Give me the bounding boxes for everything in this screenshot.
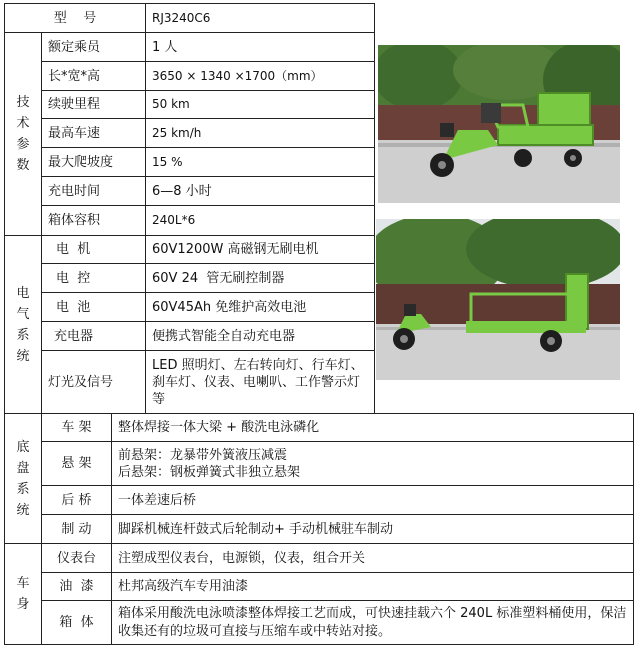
spec-value <box>112 442 633 485</box>
spec-label: 后 桥 <box>61 492 92 508</box>
spec-label: 仪表台 <box>56 550 96 566</box>
category-tech-params <box>5 33 41 235</box>
spec-value: 6—8 小时 <box>152 183 212 199</box>
spec-label: 制 动 <box>61 521 92 537</box>
spec-label: 油 漆 <box>59 579 94 594</box>
spec-value: 整体焊接一体大梁 + 酸洗电泳磷化 <box>118 420 320 435</box>
spec-value: 60V 24 管无刷控制器 <box>152 270 285 286</box>
spec-label: 充电时间 <box>48 183 101 199</box>
spec-label: 最大爬坡度 <box>48 154 114 170</box>
category-body <box>5 544 41 644</box>
category-label: 底盘系统 <box>16 439 30 518</box>
suspension-front: 前悬架：龙暴带外簧液压减震 <box>118 447 288 463</box>
grid-line <box>374 3 375 413</box>
vehicle-photo-2 <box>376 219 620 380</box>
spec-value: 杜邦高级汽车专用油漆 <box>118 579 249 594</box>
spec-value: 注塑成型仪表台，电源锁，仪表，组合开关 <box>118 550 366 566</box>
spec-value: 60V1200W 高磁钢无刷电机 <box>152 242 319 257</box>
spec-value: 15 % <box>152 154 183 169</box>
grid-line <box>633 413 634 645</box>
spec-label: 最高车速 <box>48 125 101 141</box>
spec-label: 续驶里程 <box>48 97 101 112</box>
model-label: 型 号 <box>53 10 97 26</box>
spec-value: 1 人 <box>152 39 178 55</box>
spec-label: 灯光及信号 <box>48 374 114 390</box>
spec-label: 电 控 <box>56 270 91 286</box>
category-label: 电气系统 <box>16 285 30 364</box>
spec-value: 便携式智能全自动充电器 <box>152 328 296 344</box>
spec-label: 充电器 <box>54 328 94 344</box>
suspension-rear: 后悬架：钢板弹簧式非独立悬架 <box>118 464 301 480</box>
spec-value: 60V45Ah 免维护高效电池 <box>152 299 307 315</box>
category-label: 车身 <box>16 576 30 612</box>
spec-label: 箱体容积 <box>48 213 101 228</box>
category-label: 技术参数 <box>16 95 30 173</box>
spec-value: LED 照明灯、左右转向灯、行车灯、刹车灯、仪表、电喇叭、工作警示灯等 <box>152 357 364 407</box>
spec-value: 一体差速后桥 <box>118 492 197 508</box>
spec-label: 电 机 <box>56 242 91 257</box>
spec-value: 25 km/h <box>152 125 202 140</box>
spec-label: 车 架 <box>61 420 92 435</box>
spec-value: 3650 × 1340 ×1700（mm） <box>152 68 323 83</box>
spec-label: 箱 体 <box>59 615 94 630</box>
spec-label: 额定乘员 <box>48 39 101 55</box>
spec-label: 长*宽*高 <box>48 68 101 84</box>
spec-value: 50 km <box>152 97 190 111</box>
spec-label: 电 池 <box>56 299 91 315</box>
spec-value: 240L*6 <box>152 213 196 227</box>
spec-value: 箱体采用酸洗电泳喷漆整体焊接工艺而成，可快速挂载六个 240L 标准塑料桶使用，保洁收集还有的垃圾可直接与压缩车或中转站对接。 <box>118 605 627 639</box>
vehicle-photo-1 <box>378 45 620 203</box>
category-electrical <box>5 236 41 413</box>
category-chassis <box>5 414 41 543</box>
model-value: RJ3240C6 <box>152 10 211 25</box>
grid-line <box>4 644 634 645</box>
spec-value: 脚踩机械连杆鼓式后轮制动+ 手动机械驻车制动 <box>118 521 394 537</box>
spec-label: 悬 架 <box>61 456 92 471</box>
